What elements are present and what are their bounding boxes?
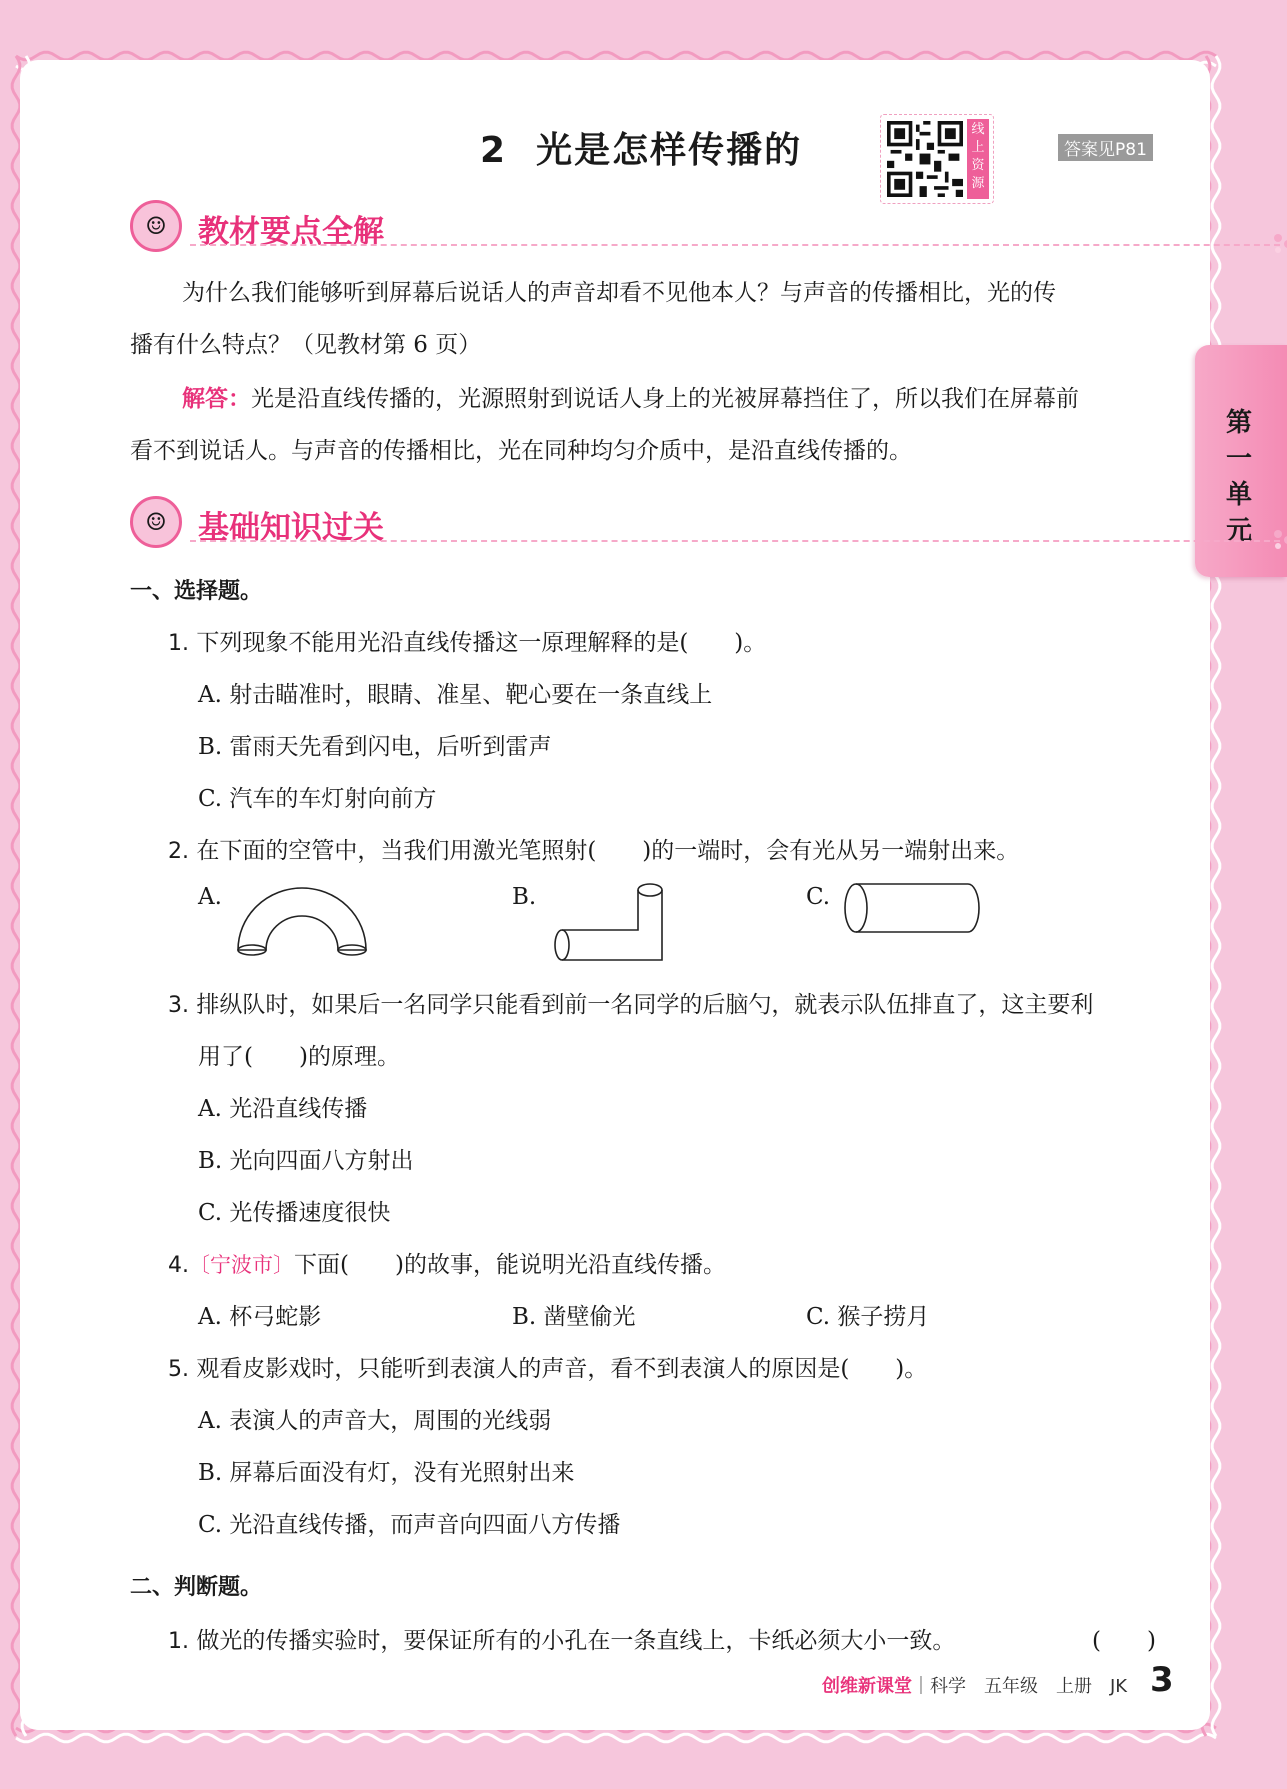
question-stem: 在下面的空管中，当我们用激光笔照射( )的一端时，会有光从另一端射出来。 xyxy=(196,838,1020,864)
decor-dots-icon xyxy=(1270,230,1287,260)
question-number: 1. xyxy=(168,1629,189,1654)
lesson-title-text: 光是怎样传播的 xyxy=(536,130,803,171)
frame-wave-line xyxy=(16,1734,1216,1742)
option-c[interactable]: C. 猴子捞月 xyxy=(806,1304,930,1330)
section-divider xyxy=(190,540,1280,542)
judge-question-1 xyxy=(168,1622,955,1655)
page-number: 3 xyxy=(1150,1660,1174,1700)
section-header-basic-knowledge xyxy=(130,496,1287,552)
question-1 xyxy=(168,624,766,657)
question-5 xyxy=(168,1350,927,1383)
cartoon-face-icon: ☺ xyxy=(130,200,182,252)
l-shaped-tube-diagram xyxy=(548,880,673,964)
textbook-answer-line-1 xyxy=(182,380,1079,413)
option-c[interactable]: C. 光传播速度很快 xyxy=(198,1200,391,1226)
answer-label: 解答： xyxy=(182,386,251,412)
qr-code-box[interactable] xyxy=(880,114,994,204)
section-title: 教材要点全解 xyxy=(198,214,384,250)
option-b[interactable]: B. xyxy=(512,884,537,910)
footer xyxy=(822,1672,1127,1698)
question-number: 1. xyxy=(168,631,189,656)
option-c[interactable]: C. 光沿直线传播，而声音向四面八方传播 xyxy=(198,1512,621,1538)
question-3-line-1 xyxy=(168,986,1093,1019)
region-tag: 〔宁波市〕 xyxy=(189,1253,294,1277)
question-4 xyxy=(168,1246,726,1279)
question-number: 2. xyxy=(168,839,189,864)
decor-dots-icon xyxy=(1270,526,1287,556)
straight-tube-diagram xyxy=(842,880,984,940)
question-number: 3. xyxy=(168,993,189,1018)
section-title: 基础知识过关 xyxy=(198,510,384,546)
textbook-answer-line-2: 看不到说话人。与声音的传播相比，光在同种均匀介质中，是沿直线传播的。 xyxy=(130,438,912,464)
option-a[interactable]: A. 表演人的声音大，周围的光线弱 xyxy=(198,1408,552,1434)
brand-name: 创维新课堂 xyxy=(822,1676,912,1697)
question-stem: 下列现象不能用光沿直线传播这一原理解释的是( )。 xyxy=(196,630,767,656)
question-stem: 观看皮影戏时，只能听到表演人的声音，看不到表演人的原因是( )。 xyxy=(196,1356,928,1382)
option-b[interactable]: B. 光向四面八方射出 xyxy=(198,1148,414,1174)
part-heading-true-false: 二、判断题。 xyxy=(130,1575,263,1600)
arched-tube-diagram xyxy=(232,878,372,958)
frame-wave-line xyxy=(1212,56,1220,1736)
option-b[interactable]: B. 雷雨天先看到闪电，后听到雷声 xyxy=(198,734,552,760)
section-header-key-points xyxy=(130,200,1287,256)
option-a[interactable]: A. 杯弓蛇影 xyxy=(198,1304,322,1330)
textbook-question-line-2: 播有什么特点？（见教材第 6 页） xyxy=(130,332,482,358)
part-heading-choice: 一、选择题。 xyxy=(130,579,263,604)
answer-blank[interactable]: ( ) xyxy=(1092,1628,1156,1654)
answer-reference-badge: 答案见P81 xyxy=(1058,134,1153,161)
book-info: ｜科学 五年级 上册 JK xyxy=(912,1676,1128,1697)
question-stem: 排纵队时，如果后一名同学只能看到前一名同学的后脑勺，就表示队伍排直了，这主要利 xyxy=(196,992,1094,1018)
textbook-question-line-1: 为什么我们能够听到屏幕后说话人的声音却看不见他本人？与声音的传播相比，光的传 xyxy=(182,280,1056,306)
qr-code-icon xyxy=(887,121,963,197)
frame-wave-line xyxy=(12,56,20,1736)
option-a[interactable]: A. xyxy=(198,884,222,910)
question-number: 5. xyxy=(168,1357,189,1382)
option-c[interactable]: C. 汽车的车灯射向前方 xyxy=(198,786,437,812)
lesson-title xyxy=(480,122,802,173)
answer-text: 光是沿直线传播的，光源照射到说话人身上的光被屏幕挡住了，所以我们在屏幕前 xyxy=(251,386,1079,412)
qr-label: 线上资源 xyxy=(967,119,989,199)
question-2 xyxy=(168,832,1019,865)
option-a[interactable]: A. 射击瞄准时，眼睛、准星、靶心要在一条直线上 xyxy=(198,682,713,708)
section-divider xyxy=(190,244,1280,246)
option-a[interactable]: A. 光沿直线传播 xyxy=(198,1096,368,1122)
frame-wave-line xyxy=(16,52,1216,60)
unit-tab-label: 第一单元 xyxy=(1225,408,1252,546)
question-stem: 做光的传播实验时，要保证所有的小孔在一条直线上，卡纸必须大小一致。 xyxy=(196,1628,956,1654)
option-b[interactable]: B. 屏幕后面没有灯，没有光照射出来 xyxy=(198,1460,575,1486)
cartoon-face-icon: ☺ xyxy=(130,496,182,548)
option-b[interactable]: B. 凿壁偷光 xyxy=(512,1304,636,1330)
option-c[interactable]: C. xyxy=(806,884,831,910)
question-stem: 下面( )的故事，能说明光沿直线传播。 xyxy=(294,1252,726,1278)
question-number: 4. xyxy=(168,1253,189,1278)
question-3-line-2: 用了( )的原理。 xyxy=(198,1044,400,1070)
lesson-number: 2 xyxy=(480,130,508,171)
